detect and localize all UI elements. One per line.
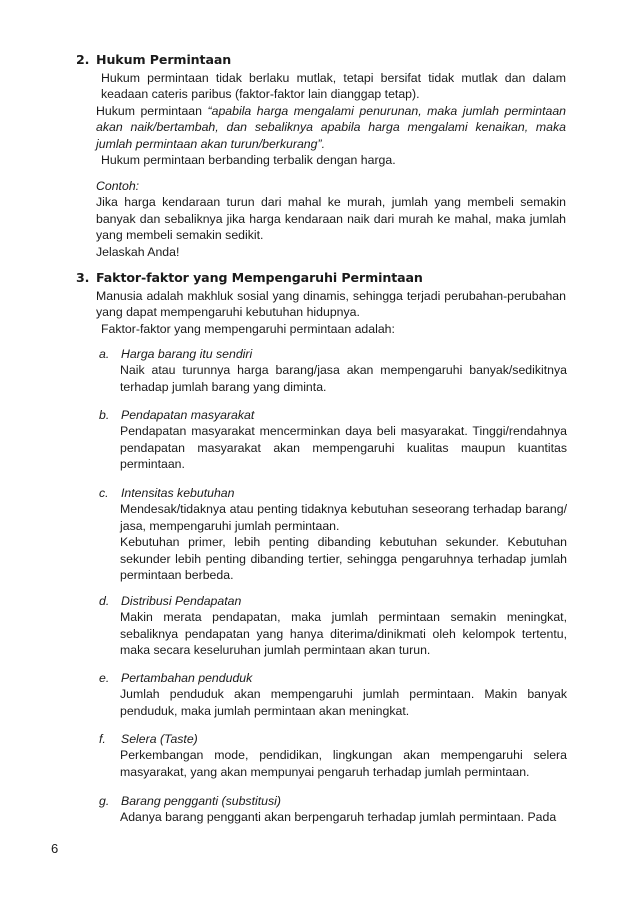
paragraph [96,103,566,152]
list-item [99,407,567,473]
list-item [99,731,567,780]
list-letter: d. [99,594,110,608]
example-block [96,178,566,260]
list-item-heading [99,407,567,423]
list-item [99,670,567,719]
list-letter: b. [99,408,110,422]
paragraph: Jelaskah Anda! [96,244,180,259]
list-item [99,793,567,826]
list-item-title: Intensitas kebutuhan [121,486,235,500]
paragraph: Mendesak/tidaknya atau penting tidaknya kebutuhan seseorang terhadap barang/ jasa, mempengaruhi jumlah permintaan. [120,502,567,533]
section-title: Faktor-faktor yang Mempengaruhi Permintaan [96,270,423,285]
paragraph: Perkembangan mode, pendidikan, lingkungan akan mempengaruhi selera masyarakat, yang akan mempunyai pengaruh terhadap jumlah permintaan. [120,748,567,779]
list-letter: c. [99,486,109,500]
list-item-heading [99,793,567,809]
list-item-heading [99,346,567,362]
list-item-body [120,747,567,780]
text-run: Hukum permintaan [96,103,208,118]
example-label: Contoh: [96,179,140,193]
list-item-body [120,501,567,583]
list-item-title: Harga barang itu sendiri [121,347,253,361]
list-item-heading [99,670,567,686]
page-number: 6 [51,841,59,856]
section-title: Hukum Permintaan [96,52,232,67]
paragraph: Manusia adalah makhluk sosial yang dinamis, sehingga terjadi perubahan-perubahan yang dapat mempengaruhi kebutuhan hidupnya. [96,289,566,320]
list-letter: g. [99,794,110,808]
list-item-title: Distribusi Pendapatan [121,594,242,608]
section-number: 2. [76,52,90,67]
paragraph: Kebutuhan primer, lebih penting dibanding kebutuhan sekunder. Kebutuhan sekunder lebih penting dibanding tertier, sehingga pengaruhnya terhadap jumlah permintaan berbeda. [120,535,567,583]
paragraph: Hukum permintaan tidak berlaku mutlak, tetapi bersifat tidak mutlak dan dalam keadaan cateris paribus (faktor-faktor lain dianggap tetap). [101,71,566,102]
list-item [99,346,567,395]
list-item-body [120,362,567,395]
list-item-heading [99,593,567,609]
list-item-title: Pertambahan penduduk [121,671,253,685]
section-3-heading [76,269,423,286]
paragraph: Pendapatan masyarakat mencerminkan daya beli masyarakat. Tinggi/rendahnya pendapatan masyarakat akan mempengaruhi kualitas maupun kuantitas permintaan. [120,424,567,472]
section-number: 3. [76,270,90,285]
list-letter: a. [99,347,110,361]
quote-text: “apabila harga mengalami penurunan, maka jumlah permintaan akan naik/bertambah, dan sebaliknya apabila harga mengalami kenaikan, maka jumlah permintaan akan turun/berkurang”. [96,103,566,151]
list-item-heading [99,731,567,747]
list-item [99,485,567,583]
list-item-body [120,809,567,825]
paragraph: Hukum permintaan berbanding terbalik dengan harga. [101,153,396,168]
list-item-body [120,609,567,658]
list-letter: f. [99,732,106,746]
paragraph: Adanya barang pengganti akan berpengaruh terhadap jumlah permintaan. Pada [120,810,557,825]
paragraph: Faktor-faktor yang mempengaruhi permintaan adalah: [101,321,395,336]
list-item [99,593,567,659]
paragraph: Makin merata pendapatan, maka jumlah permintaan semakin meningkat, sebaliknya pendapatan yang hanya diterima/dinikmati oleh kelompok tertentu, maka secara keseluruhan jumlah permintaan akan turun. [120,610,567,658]
list-item-body [120,423,567,472]
list-item-heading [99,485,567,501]
list-item-body [120,686,567,719]
paragraph: Jika harga kendaraan turun dari mahal ke murah, jumlah yang membeli semakin banyak dan sebaliknya jika harga kendaraan naik dari murah ke mahal, maka jumlah yang membeli semakin sedikit. [96,195,566,243]
list-letter: e. [99,671,110,685]
section-2-heading [76,51,231,68]
list-item-title: Barang pengganti (substitusi) [121,794,281,808]
list-item-title: Selera (Taste) [121,732,198,746]
section-3-intro [96,288,566,337]
section-2-body [96,70,566,168]
paragraph: Naik atau turunnya harga barang/jasa akan mempengaruhi banyak/sedikitnya terhadap jumlah barang yang diminta. [120,363,567,394]
paragraph: Jumlah penduduk akan mempengaruhi jumlah permintaan. Makin banyak penduduk, maka jumlah permintaan akan meningkat. [120,687,567,718]
list-item-title: Pendapatan masyarakat [121,408,255,422]
